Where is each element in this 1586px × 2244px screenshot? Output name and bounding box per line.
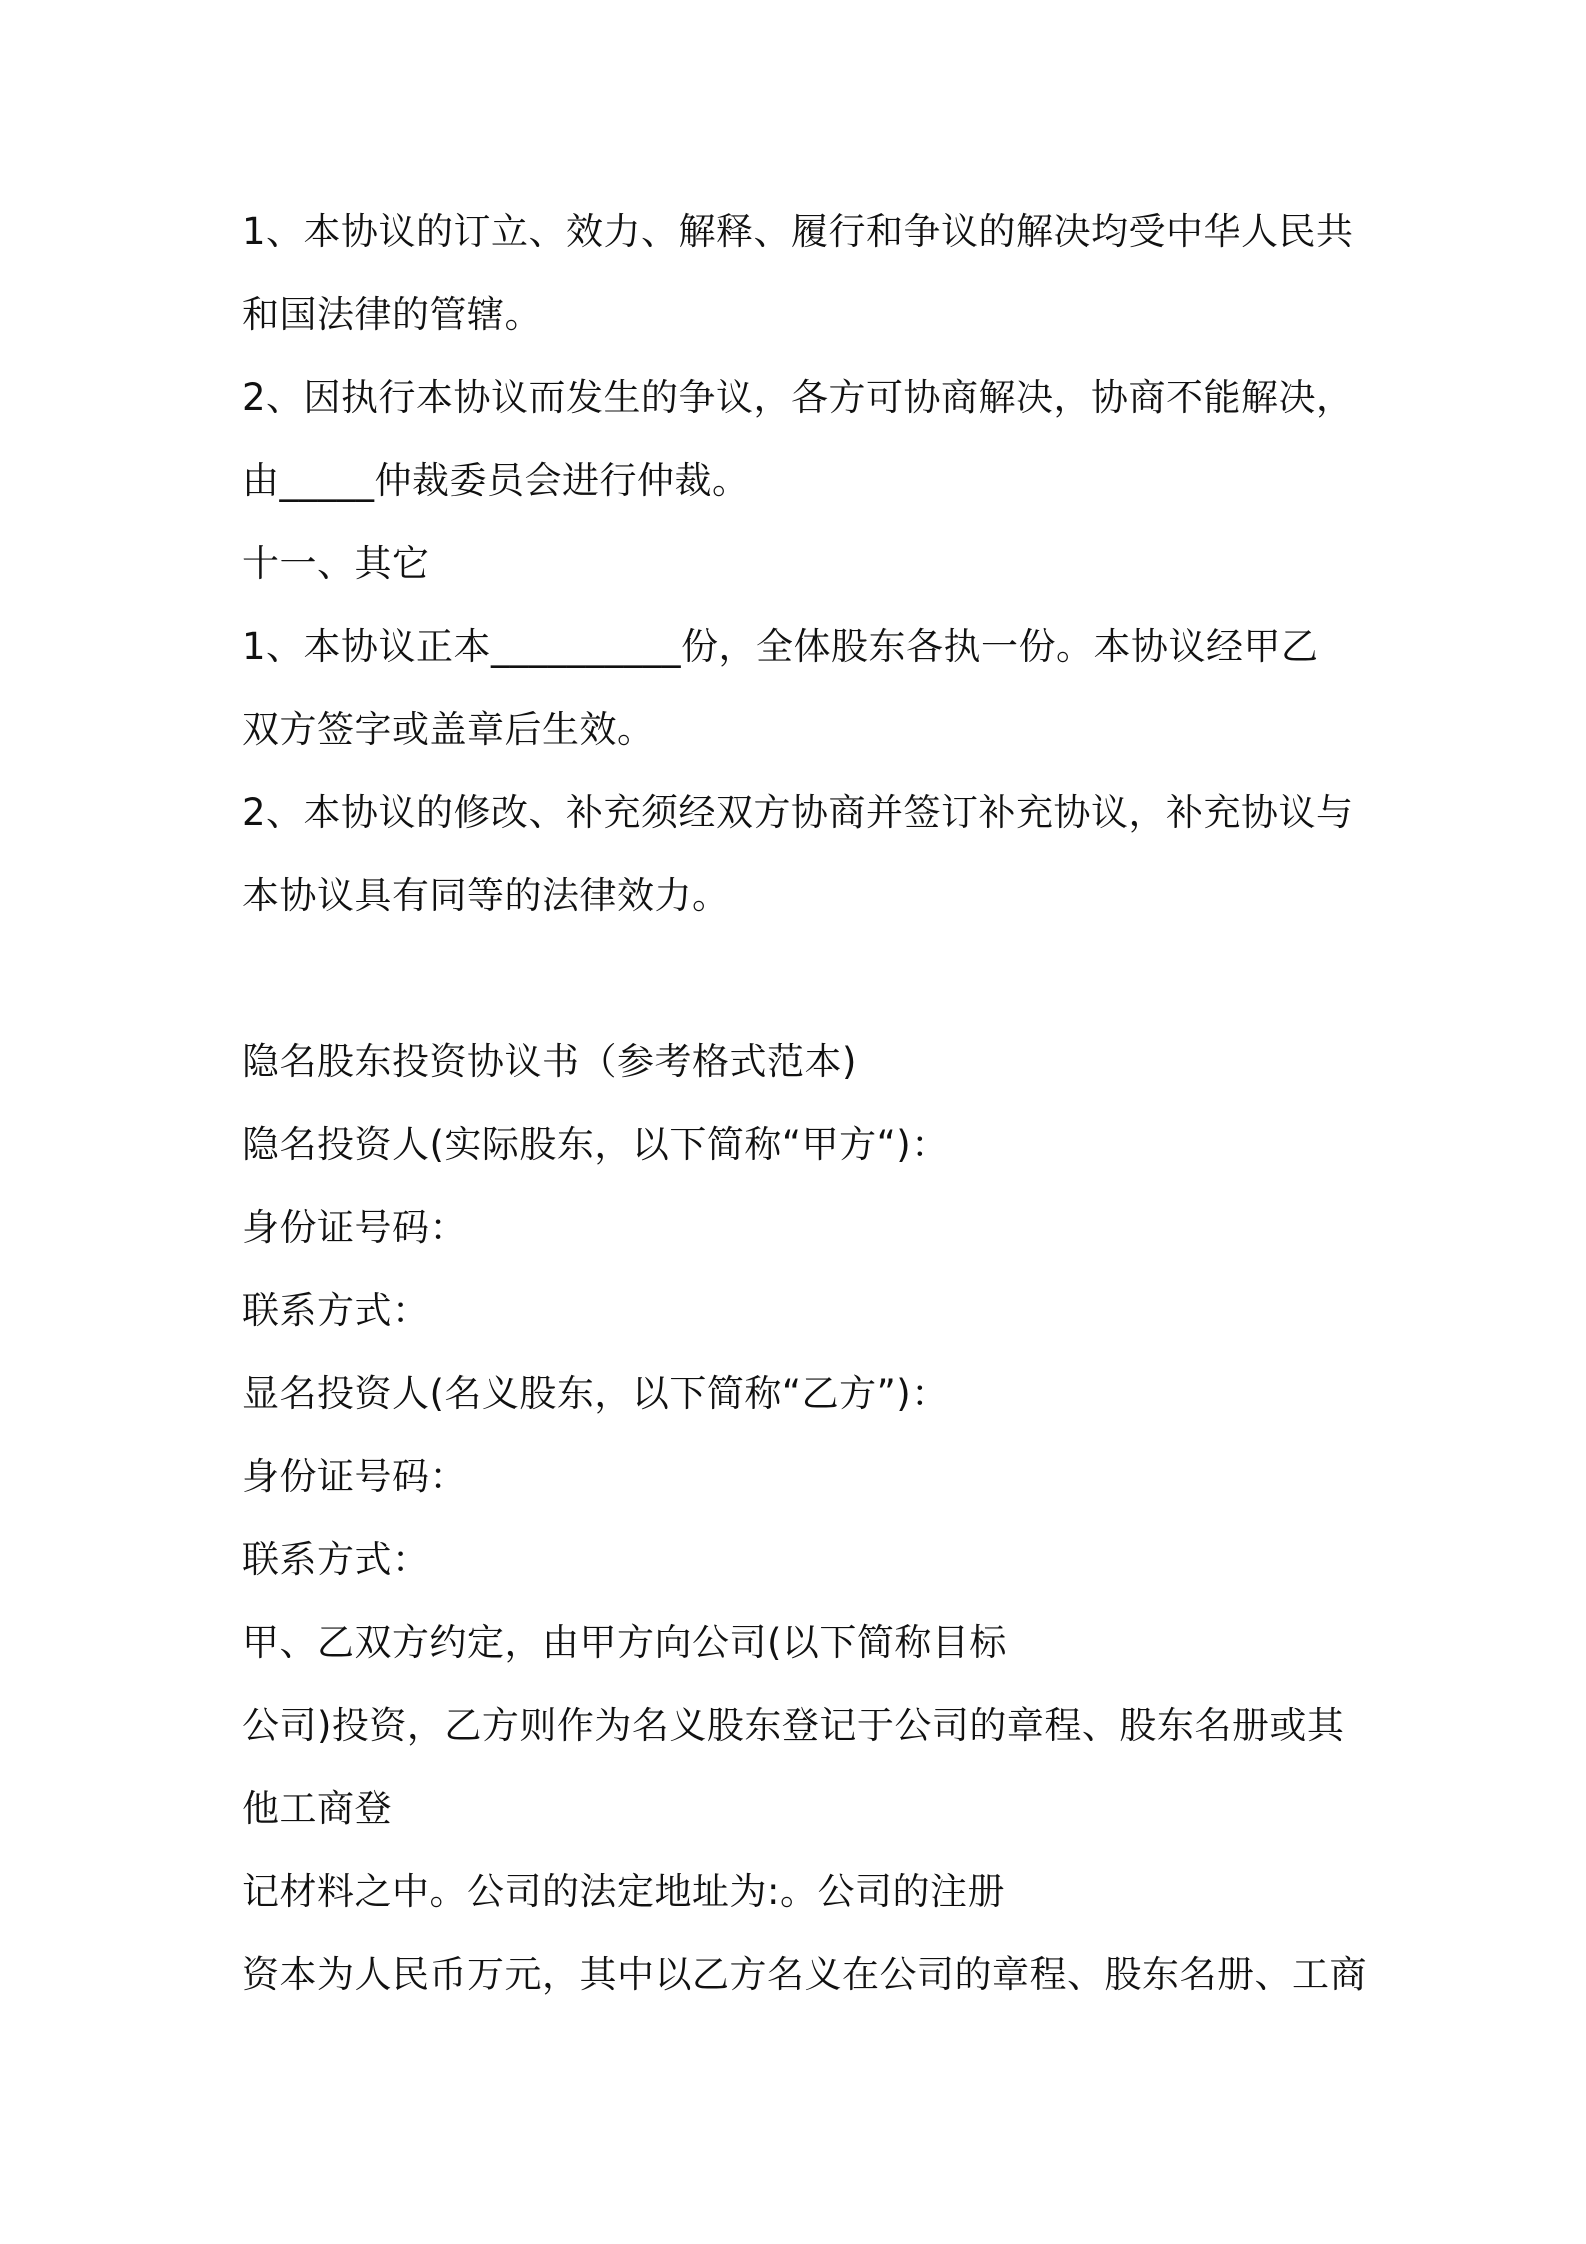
agreement-body-line-1: 甲、乙双方约定，由甲方向公司(以下简称目标 <box>242 1621 1007 1664</box>
agreement-body-line-3: 他工商登 <box>242 1787 392 1830</box>
clause-10-2-line-2: 由_____仲裁委员会进行仲裁。 <box>242 459 750 502</box>
party-b-id-line: 身份证号码： <box>242 1455 467 1498</box>
agreement-title: 隐名股东投资协议书（参考格式范本) <box>242 1040 857 1083</box>
party-a-contact-line: 联系方式： <box>242 1289 430 1332</box>
clause-11-2-line-1: 2、本协议的修改、补充须经双方协商并签订补充协议，补充协议与 <box>242 791 1354 834</box>
clause-11-2-line-2: 本协议具有同等的法律效力。 <box>242 874 730 917</box>
party-a-id-line: 身份证号码： <box>242 1206 467 1249</box>
clause-11-1-line-2: 双方签字或盖章后生效。 <box>242 708 655 751</box>
party-a-line: 隐名投资人(实际股东，以下简称“甲方“)： <box>242 1123 949 1166</box>
party-b-contact-line: 联系方式： <box>242 1538 430 1581</box>
clause-10-1-line-2: 和国法律的管辖。 <box>242 293 542 336</box>
section-11-heading: 十一、其它 <box>242 542 430 585</box>
agreement-body-line-5: 资本为人民币万元，其中以乙方名义在公司的章程、股东名册、工商 <box>242 1953 1367 1996</box>
party-b-line: 显名投资人(名义股东，以下简称“乙方”)： <box>242 1372 949 1415</box>
clause-10-2-line-1: 2、因执行本协议而发生的争议，各方可协商解决，协商不能解决， <box>242 376 1354 419</box>
agreement-body-line-4: 记材料之中。公司的法定地址为:。公司的注册 <box>242 1870 1005 1913</box>
agreement-body-line-2: 公司)投资，乙方则作为名义股东登记于公司的章程、股东名册或其 <box>242 1704 1345 1747</box>
clause-10-1-line-1: 1、本协议的订立、效力、解释、履行和争议的解决均受中华人民共 <box>242 210 1354 253</box>
clause-11-1-line-1: 1、本协议正本__________份，全体股东各执一份。本协议经甲乙 <box>242 625 1319 668</box>
